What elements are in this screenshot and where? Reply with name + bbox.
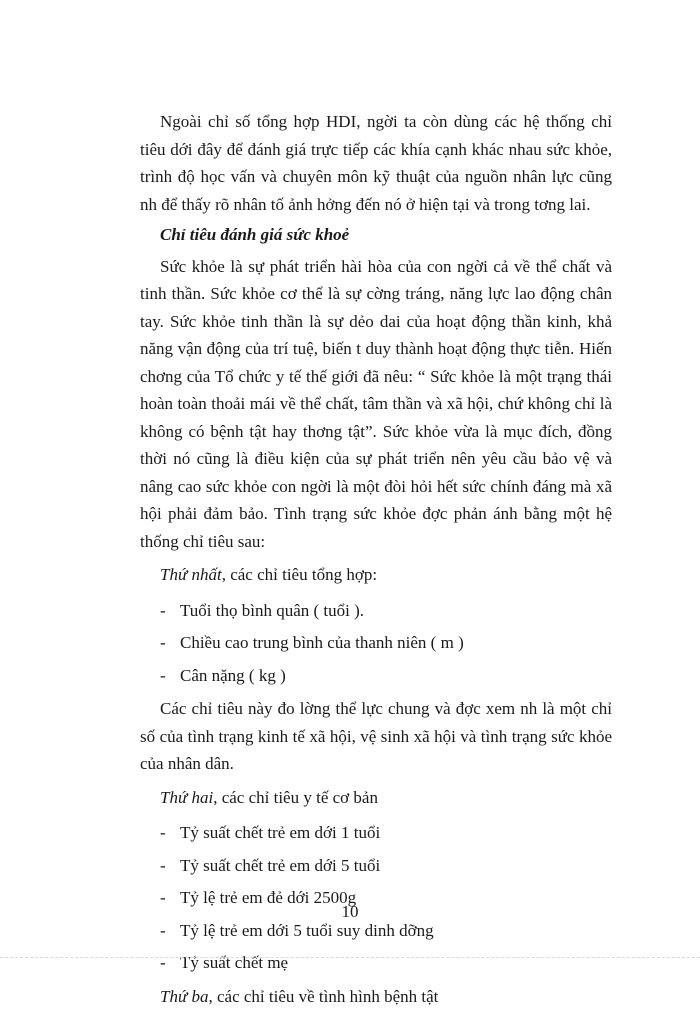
list-item-text: Tỷ lệ trẻ em dới 5 tuổi suy dinh dỡng — [180, 920, 434, 940]
bullet-dash: - — [160, 888, 166, 907]
bullet-dash: - — [160, 665, 166, 685]
group1-note-paragraph: Các chỉ tiêu này đo lờng thể lực chung và đợc xem nh là một chỉ số của tình trạng kinh tế xã hội, vệ sinh xã hội và tình trạng sức khỏe của nhân dân. — [140, 699, 612, 773]
bullet-dash: - — [160, 823, 166, 842]
group1-label — [140, 561, 612, 589]
list-item-text: Chiều cao trung bình của thanh niên ( m ) — [180, 633, 464, 652]
group1-list — [140, 597, 612, 690]
section-heading-health: Chỉ tiêu đánh giá sức khoẻ — [160, 225, 350, 244]
page-content — [140, 108, 612, 1018]
list-item — [140, 629, 612, 657]
list-item-text: Tỷ suất chết trẻ em dới 1 tuổi — [180, 823, 381, 842]
list-item — [140, 597, 612, 625]
intro-paragraph: Ngoài chỉ số tổng hợp HDI, ngời ta còn dùng các hệ thống chỉ tiêu dới đây để đánh giá trực tiếp các khía cạnh khác nhau sức khỏe, trình độ học vấn và chuyên môn kỹ thuật của nguồn nhân lực cũng nh để thấy rõ nhân tố ảnh hởng đến nó ở hiện tại và trong tơng lai. — [140, 112, 612, 214]
bullet-dash: - — [160, 600, 166, 620]
list-item-text: Cân nặng ( kg ) — [180, 665, 286, 685]
bottom-divider — [0, 957, 700, 958]
page-number: 10 — [341, 902, 359, 921]
group1-rest: , các chỉ tiêu tổng hợp: — [221, 565, 378, 584]
list-item-text: Tỷ lệ trẻ em đẻ dới 2500g — [180, 888, 357, 907]
group1-lead: Thứ nhất — [160, 565, 222, 584]
group2-lead: Thứ hai — [160, 787, 214, 807]
bullet-dash: - — [160, 920, 166, 940]
group3-rest: , các chỉ tiêu về tình hình bệnh tật — [208, 986, 439, 1006]
list-item-text: Tỷ suất chết mẹ — [180, 953, 289, 972]
list-item — [140, 662, 612, 690]
bullet-dash: - — [160, 633, 166, 652]
group2-rest: , các chỉ tiêu y tế cơ bản — [213, 787, 378, 807]
list-item — [140, 852, 612, 880]
list-item-text: Tỷ suất chết trẻ em dới 5 tuổi — [180, 855, 381, 875]
group2-label — [140, 784, 612, 812]
group2-list — [140, 819, 612, 977]
list-item — [140, 819, 612, 847]
list-item-text: Tuổi thọ bình quân ( tuổi ). — [180, 600, 365, 620]
group3-lead: Thứ ba — [160, 986, 209, 1006]
health-definition-paragraph: Sức khỏe là sự phát triển hài hòa của con ngời cả về thể chất và tinh thần. Sức khỏe cơ thể là sự cờng tráng, năng lực lao động chân tay. Sức khỏe tinh thần là sự dẻo dai của hoạt động thần kinh, khả năng vận động của trí tuệ, biến t duy thành hoạt động thực tiễn. Hiến chơng của Tổ chức y tế thế giới đã nêu: “ Sức khỏe là một trạng thái hoàn toàn thoải mái về thể chất, tâm thần và xã hội, chứ không chỉ là không có bệnh tật hay thơng tật”. Sức khỏe vừa là mục đích, đồng thời nó cũng là điều kiện của sự phát triển nên yêu cầu bảo vệ và nâng cao sức khỏe con ngời là một đòi hỏi hết sức chính đáng mà xã hội phải đảm bảo. Tình trạng sức khỏe đợc phản ánh bằng một hệ thống chỉ tiêu sau: — [140, 256, 612, 551]
group3-label — [140, 983, 612, 1011]
bullet-dash: - — [160, 953, 166, 972]
bullet-dash: - — [160, 855, 166, 875]
list-item — [140, 949, 612, 977]
